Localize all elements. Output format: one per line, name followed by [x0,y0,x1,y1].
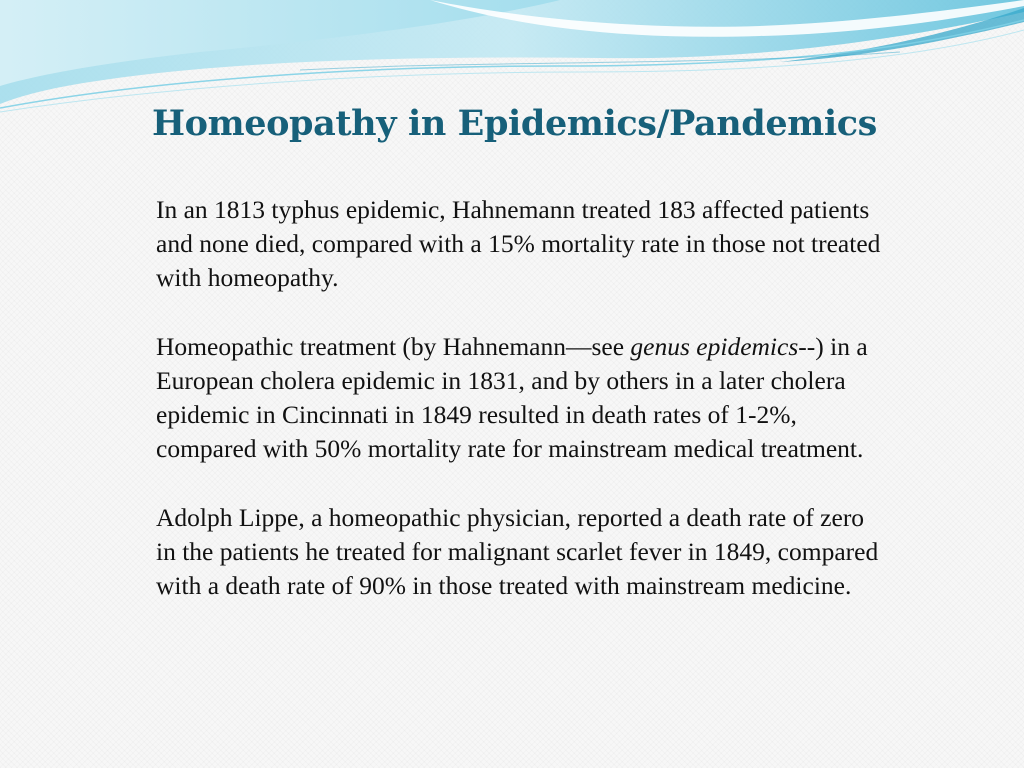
paragraph-cholera-text-end: --) in a European cholera epidemic in 1831, and by others in a later cholera epidemic in Cincinnati in 1849 resulted in death rates of 1-2%, compared with 50% mortality rate for mainstream medical treatment. [156,331,868,464]
paragraph-scarlet-fever: Adolph Lippe, a homeopathic physician, reported a death rate of zero in the patients he treated for malignant scarlet fever in 1849, compared with a death rate of 90% in those treated with mainstream medicine. [156,502,879,601]
paragraph-cholera-text-start: Homeopathic treatment (by Hahnemann—see [156,331,631,361]
paragraph-cholera-italic-term: genus epidemics [630,331,799,361]
paragraph-cholera [156,330,886,467]
slide-title: Homeopathy in Epidemics/Pandemics [152,103,877,144]
slide-body [156,193,886,603]
paragraph-typhus: In an 1813 typhus epidemic, Hahnemann treated 183 affected patients and none died, compared with a 15% mortality rate in those not treated with homeopathy. [156,195,881,293]
